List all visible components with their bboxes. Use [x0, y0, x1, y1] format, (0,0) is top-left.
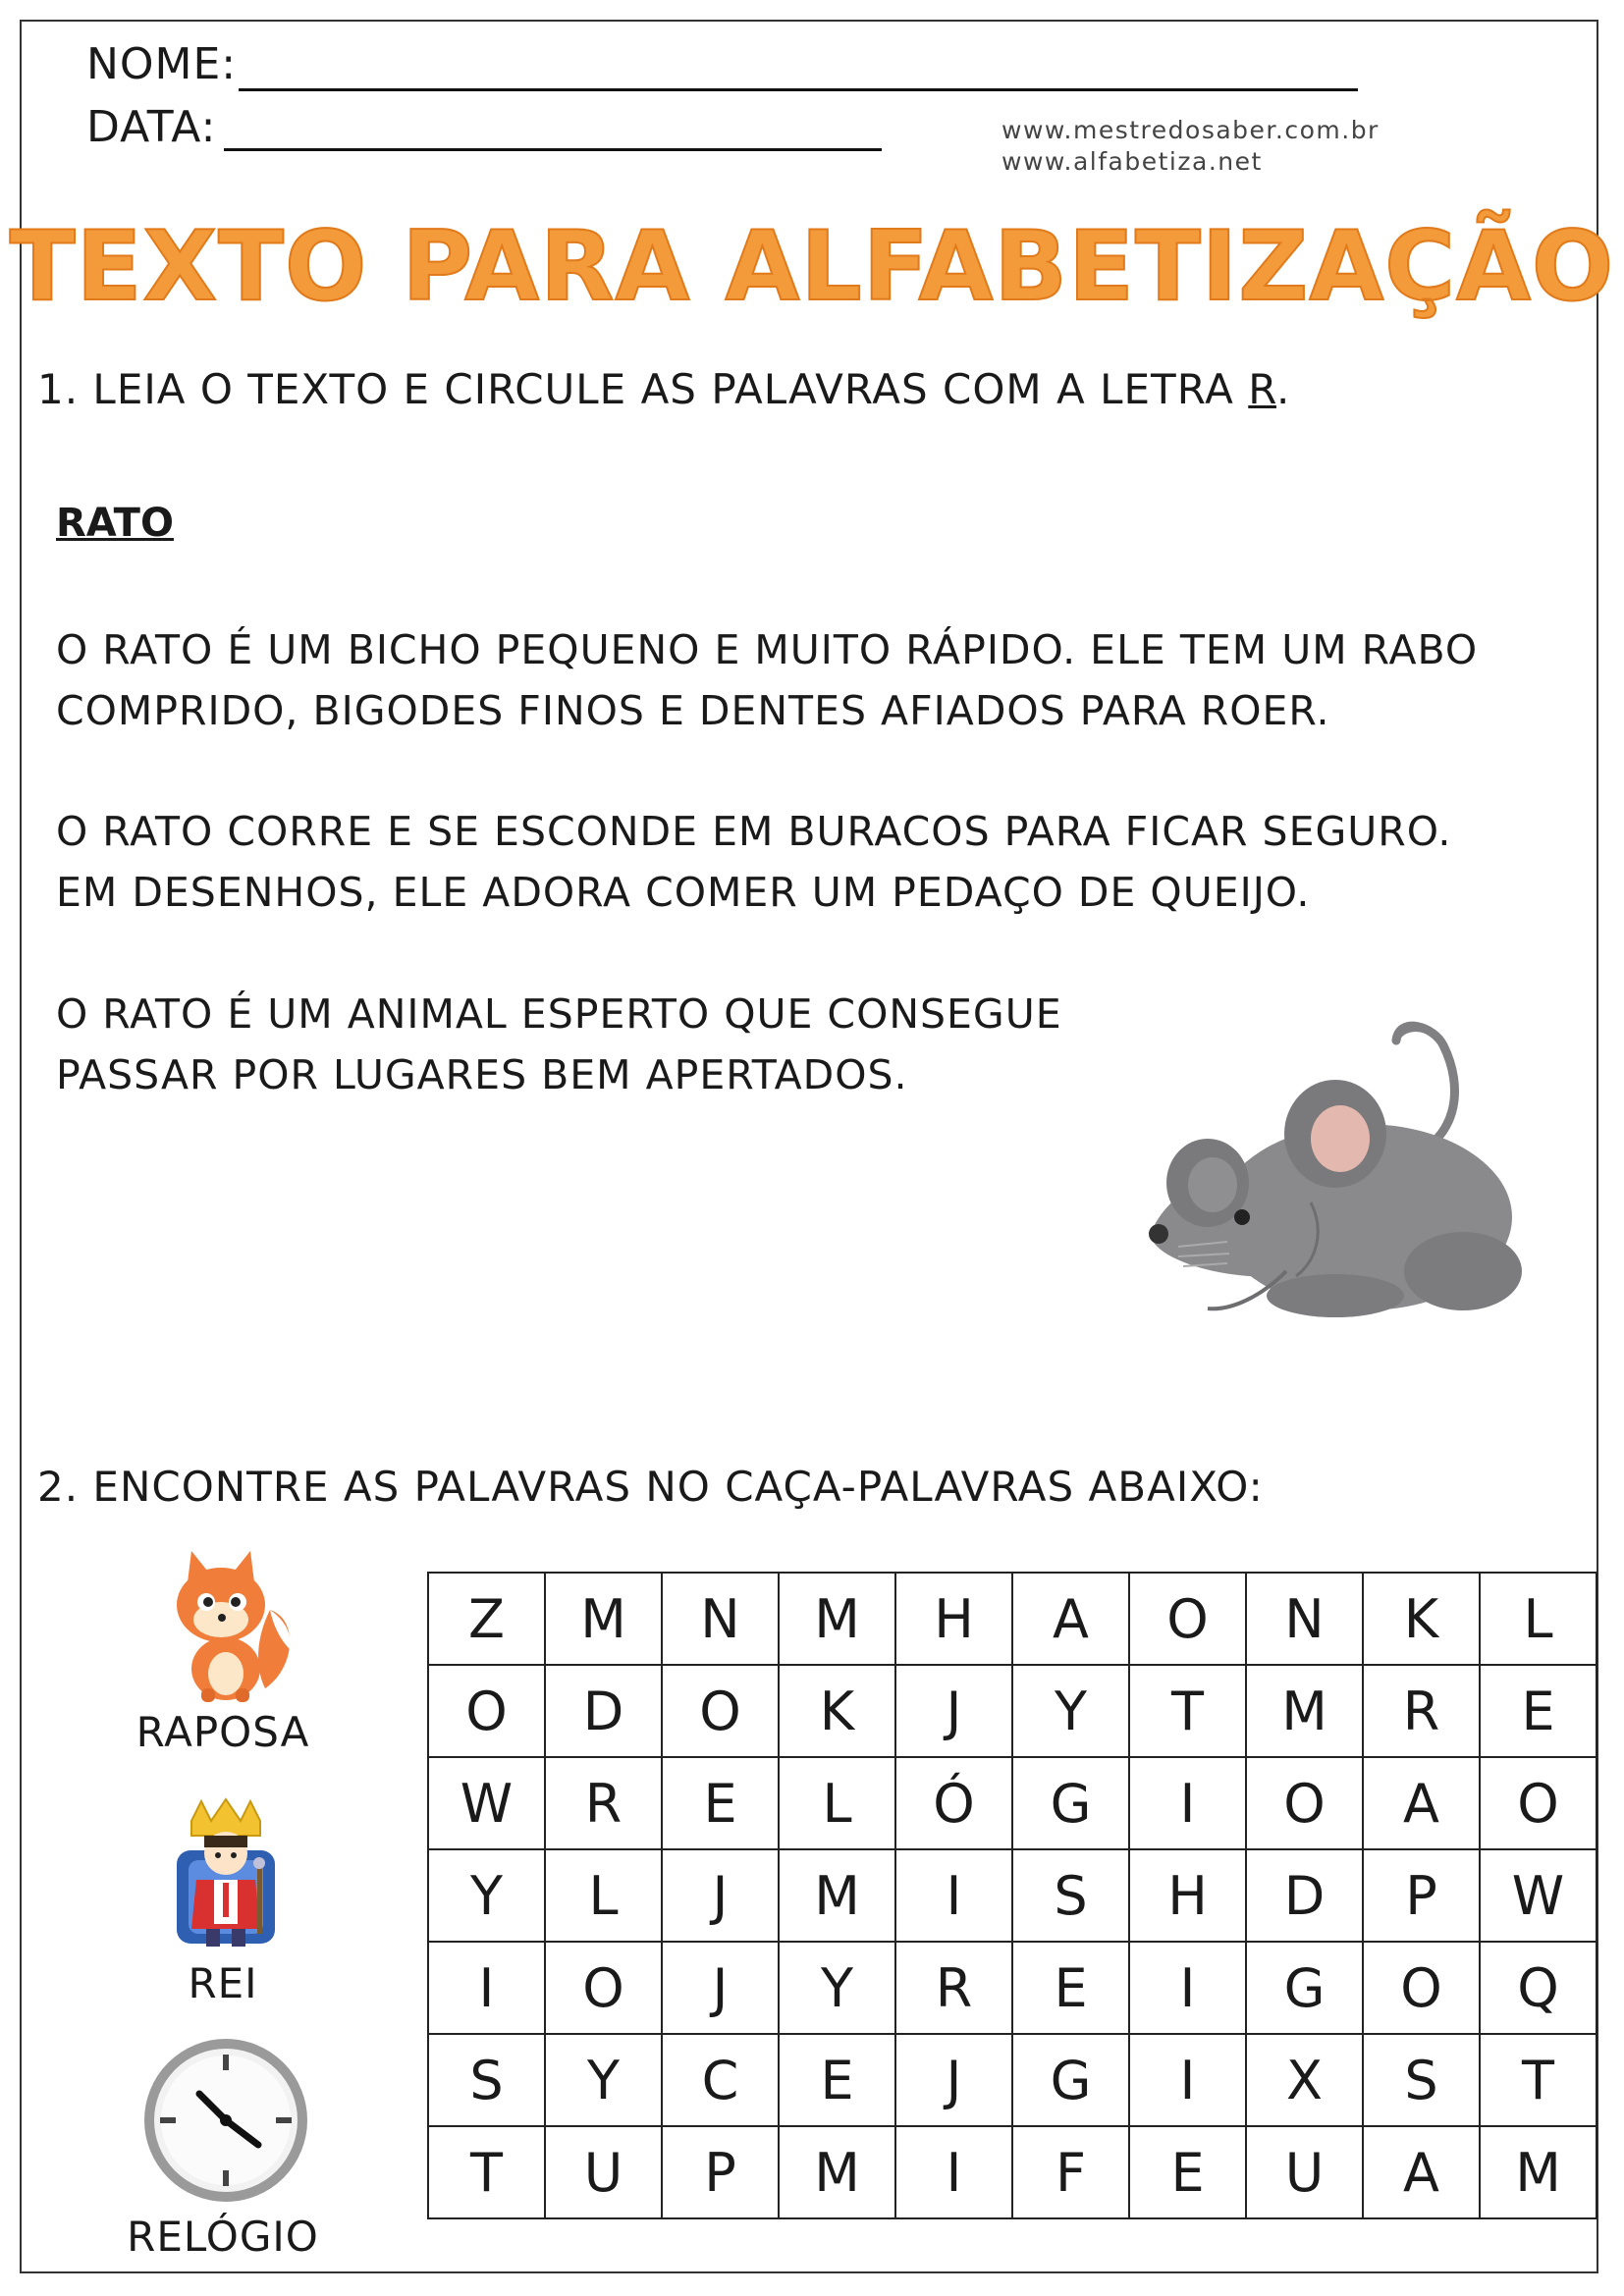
- grid-cell[interactable]: O: [545, 1942, 662, 2034]
- grid-cell[interactable]: P: [662, 2126, 779, 2218]
- site-url-1: www.mestredosaber.com.br: [1001, 116, 1380, 144]
- grid-row: [428, 1942, 1597, 2034]
- grid-cell[interactable]: M: [545, 1573, 662, 1665]
- grid-cell[interactable]: S: [1363, 2034, 1480, 2126]
- paragraph-3-line-2: PASSAR POR LUGARES BEM APERTADOS.: [56, 1051, 908, 1098]
- grid-cell[interactable]: D: [1246, 1849, 1363, 1942]
- grid-cell[interactable]: A: [1363, 1757, 1480, 1849]
- grid-cell[interactable]: J: [662, 1849, 779, 1942]
- name-field[interactable]: [239, 88, 1358, 91]
- grid-cell[interactable]: U: [1246, 2126, 1363, 2218]
- grid-row: [428, 2034, 1597, 2126]
- grid-cell[interactable]: E: [662, 1757, 779, 1849]
- grid-cell[interactable]: Z: [428, 1573, 545, 1665]
- paragraph-2-line-2: EM DESENHOS, ELE ADORA COMER UM PEDAÇO DE QUEIJO.: [56, 869, 1311, 916]
- grid-cell[interactable]: M: [779, 1573, 895, 1665]
- grid-row: [428, 1757, 1597, 1849]
- grid-cell[interactable]: R: [545, 1757, 662, 1849]
- grid-cell[interactable]: G: [1246, 1942, 1363, 2034]
- grid-cell[interactable]: I: [428, 1942, 545, 2034]
- paragraph-1-line-2: COMPRIDO, BIGODES FINOS E DENTES AFIADOS PARA ROER.: [56, 687, 1330, 734]
- grid-cell[interactable]: M: [1480, 2126, 1597, 2218]
- question-1-end: .: [1275, 365, 1291, 413]
- grid-cell[interactable]: J: [895, 1665, 1012, 1757]
- grid-cell[interactable]: N: [1246, 1573, 1363, 1665]
- grid-cell[interactable]: Y: [545, 2034, 662, 2126]
- grid-cell[interactable]: O: [428, 1665, 545, 1757]
- grid-cell[interactable]: O: [1246, 1757, 1363, 1849]
- grid-cell[interactable]: H: [1129, 1849, 1246, 1942]
- grid-cell[interactable]: E: [1012, 1942, 1129, 2034]
- grid-cell[interactable]: K: [1363, 1573, 1480, 1665]
- grid-cell[interactable]: F: [1012, 2126, 1129, 2218]
- grid-cell[interactable]: L: [1480, 1573, 1597, 1665]
- grid-cell[interactable]: T: [428, 2126, 545, 2218]
- grid-cell[interactable]: E: [779, 2034, 895, 2126]
- grid-cell[interactable]: T: [1480, 2034, 1597, 2126]
- grid-cell[interactable]: W: [1480, 1849, 1597, 1942]
- grid-cell[interactable]: Y: [1012, 1665, 1129, 1757]
- grid-cell[interactable]: E: [1129, 2126, 1246, 2218]
- grid-cell[interactable]: H: [895, 1573, 1012, 1665]
- grid-cell[interactable]: Ó: [895, 1757, 1012, 1849]
- date-label: DATA:: [86, 102, 217, 152]
- grid-cell[interactable]: R: [895, 1942, 1012, 2034]
- grid-cell[interactable]: I: [895, 1849, 1012, 1942]
- paragraph-1-line-1: O RATO É UM BICHO PEQUENO E MUITO RÁPIDO. ELE TEM UM RABO: [56, 626, 1479, 673]
- grid-cell[interactable]: K: [779, 1665, 895, 1757]
- grid-row: [428, 1665, 1597, 1757]
- grid-cell[interactable]: U: [545, 2126, 662, 2218]
- clock-icon: [142, 2037, 309, 2204]
- grid-cell[interactable]: E: [1480, 1665, 1597, 1757]
- question-1: [37, 365, 1290, 413]
- grid-cell[interactable]: C: [662, 2034, 779, 2126]
- grid-cell[interactable]: S: [428, 2034, 545, 2126]
- question-1-text: 1. LEIA O TEXTO E CIRCULE AS PALAVRAS COM A LETRA: [37, 365, 1249, 413]
- paragraph-3-line-1: O RATO É UM ANIMAL ESPERTO QUE CONSEGUE: [56, 990, 1062, 1038]
- story-title: RATO: [56, 501, 174, 546]
- grid-cell[interactable]: W: [428, 1757, 545, 1849]
- paragraph-3: [56, 984, 1062, 1105]
- site-url-2: www.alfabetiza.net: [1001, 147, 1263, 176]
- grid-cell[interactable]: I: [1129, 1757, 1246, 1849]
- grid-cell[interactable]: A: [1012, 1573, 1129, 1665]
- name-label: NOME:: [86, 39, 238, 89]
- grid-row: [428, 1573, 1597, 1665]
- word-relogio: RELÓGIO: [127, 2213, 319, 2261]
- word-raposa: RAPOSA: [135, 1708, 310, 1756]
- rat-icon: [1139, 996, 1591, 1340]
- grid-cell[interactable]: Y: [428, 1849, 545, 1942]
- grid-cell[interactable]: G: [1012, 2034, 1129, 2126]
- grid-cell[interactable]: L: [545, 1849, 662, 1942]
- grid-cell[interactable]: O: [1480, 1757, 1597, 1849]
- grid-cell[interactable]: I: [895, 2126, 1012, 2218]
- grid-cell[interactable]: Y: [779, 1942, 895, 2034]
- question-1-letter: R: [1248, 365, 1276, 413]
- grid-row: [428, 2126, 1597, 2218]
- grid-row: [428, 1849, 1597, 1942]
- grid-cell[interactable]: S: [1012, 1849, 1129, 1942]
- grid-cell[interactable]: R: [1363, 1665, 1480, 1757]
- page-title: TEXTO PARA ALFABETIZAÇÃO: [9, 211, 1615, 323]
- grid-cell[interactable]: X: [1246, 2034, 1363, 2126]
- word-search-grid: [427, 1572, 1597, 2219]
- grid-cell[interactable]: N: [662, 1573, 779, 1665]
- paragraph-1: [56, 619, 1478, 741]
- fox-icon: [147, 1541, 304, 1708]
- grid-cell[interactable]: M: [1246, 1665, 1363, 1757]
- grid-cell[interactable]: G: [1012, 1757, 1129, 1849]
- grid-cell[interactable]: D: [545, 1665, 662, 1757]
- king-icon: [167, 1796, 285, 1953]
- question-2: 2. ENCONTRE AS PALAVRAS NO CAÇA-PALAVRAS ABAIXO:: [37, 1463, 1264, 1511]
- grid-cell[interactable]: T: [1129, 1665, 1246, 1757]
- word-rei: REI: [188, 1959, 258, 2007]
- paragraph-2-line-1: O RATO CORRE E SE ESCONDE EM BURACOS PARA FICAR SEGURO.: [56, 808, 1452, 855]
- grid-cell[interactable]: J: [662, 1942, 779, 2034]
- paragraph-2: [56, 801, 1451, 923]
- grid-cell[interactable]: J: [895, 2034, 1012, 2126]
- grid-cell[interactable]: M: [779, 1849, 895, 1942]
- grid-cell[interactable]: A: [1363, 2126, 1480, 2218]
- grid-cell[interactable]: O: [1363, 1942, 1480, 2034]
- grid-cell[interactable]: M: [779, 2126, 895, 2218]
- grid-cell[interactable]: Q: [1480, 1942, 1597, 2034]
- date-field[interactable]: [224, 148, 882, 151]
- grid-cell[interactable]: O: [662, 1665, 779, 1757]
- grid-cell[interactable]: I: [1129, 1942, 1246, 2034]
- grid-cell[interactable]: I: [1129, 2034, 1246, 2126]
- grid-cell[interactable]: L: [779, 1757, 895, 1849]
- grid-cell[interactable]: O: [1129, 1573, 1246, 1665]
- grid-cell[interactable]: P: [1363, 1849, 1480, 1942]
